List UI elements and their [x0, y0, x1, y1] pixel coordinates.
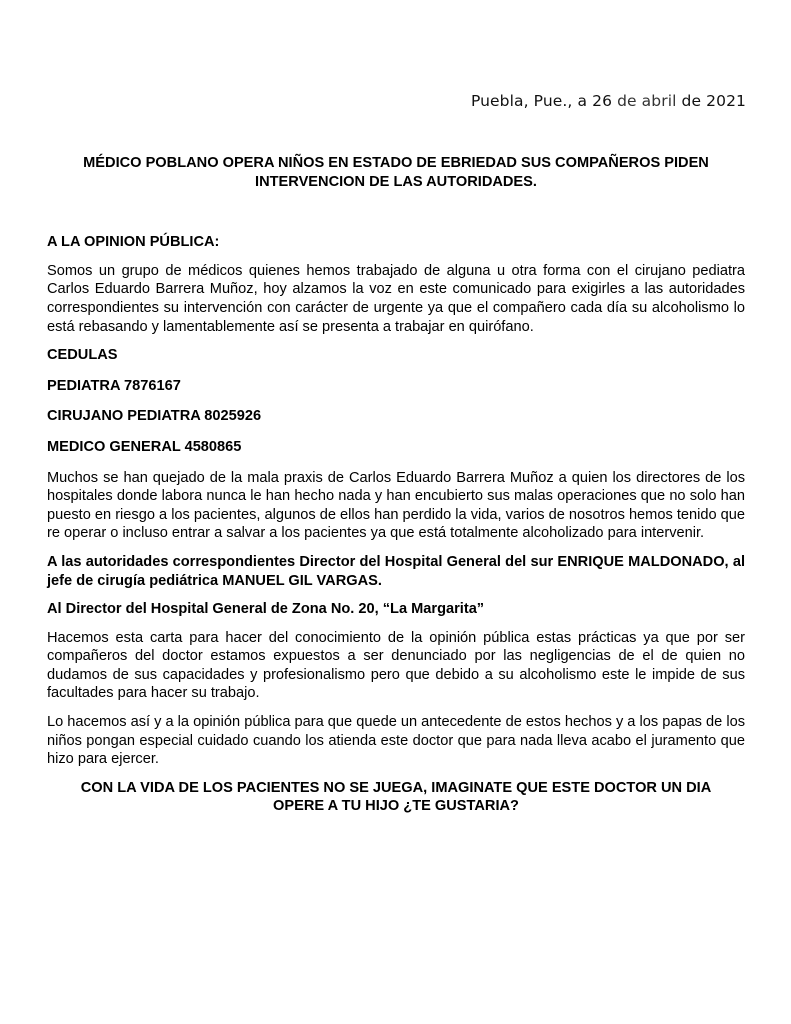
cedula-medico-general: MEDICO GENERAL 4580865: [47, 438, 242, 455]
director-line: Al Director del Hospital General de Zona No. 20, “La Margarita”: [47, 601, 485, 618]
date-month: de abril: [617, 92, 677, 110]
cedula-cirujano-pediatra: CIRUJANO PEDIATRA 8025926: [47, 408, 262, 425]
complaint-paragraph: Muchos se han quejado de la mala praxis de Carlos Eduardo Barrera Muñoz a quien los directores de los hospitales donde labora nunca le han hecho nada y han encubierto sus malas operaciones que no solo han puesto en riesgo a los pacientes, algunos de ellos han perdido la vida, varios de nosotros hemos tenido que re operar o incluso entrar a salvar a los pacientes ya que está totalmente alcoholizado para intervenir.: [47, 469, 745, 542]
closing-statement: CON LA VIDA DE LOS PACIENTES NO SE JUEGA, IMAGINATE QUE ESTE DOCTOR UN DIA OPERE A TU HIJO ¿TE GUSTARIA?: [80, 779, 712, 815]
intro-paragraph: Somos un grupo de médicos quienes hemos trabajado de alguna u otra forma con el cirujano pediatra Carlos Eduardo Barrera Muñoz, hoy alzamos la voz en este comunicado para exigirles a las autoridades correspondientes su intervención con carácter de urgente ya que el compañero cada día su alcoholismo lo está rebasando y lamentablemente así se presenta a trabajar en quirófano.: [47, 262, 745, 335]
cedula-pediatra: PEDIATRA 7876167: [47, 377, 181, 394]
letter-date: [471, 92, 746, 110]
headline: MÉDICO POBLANO OPERA NIÑOS EN ESTADO DE EBRIEDAD SUS COMPAÑEROS PIDEN INTERVENCION DE LAS AUTORIDADES.: [83, 155, 709, 190]
purpose-paragraph: Hacemos esta carta para hacer del conocimiento de la opinión pública estas prácticas ya que por ser compañeros del doctor estamos expuestos a ser denunciado por las negligencias de el de quien no dudamos de sus capacidades y profesionalismo pero que debido a su alcoholismo este le impide de sus facultades para hacer su trabajo.: [47, 629, 745, 702]
authorities-paragraph: A las autoridades correspondientes Director del Hospital General del sur ENRIQUE MALDONADO, al jefe de cirugía pediátrica MANUEL GIL VARGAS.: [47, 553, 745, 589]
date-place: Puebla, Pue., a 26: [470, 92, 613, 110]
cedulas-title: CEDULAS: [47, 347, 118, 364]
salutation: A LA OPINION PÚBLICA:: [47, 234, 220, 251]
letter-body: [47, 154, 745, 816]
date-year: de 2021: [681, 92, 746, 110]
record-paragraph: Lo hacemos así y a la opinión pública para que quede un antecedente de estos hechos y a los papas de los niños pongan especial cuidado cuando los atienda este doctor que para nada lleva acabo el juramento que hizo para ejercer.: [47, 714, 745, 768]
